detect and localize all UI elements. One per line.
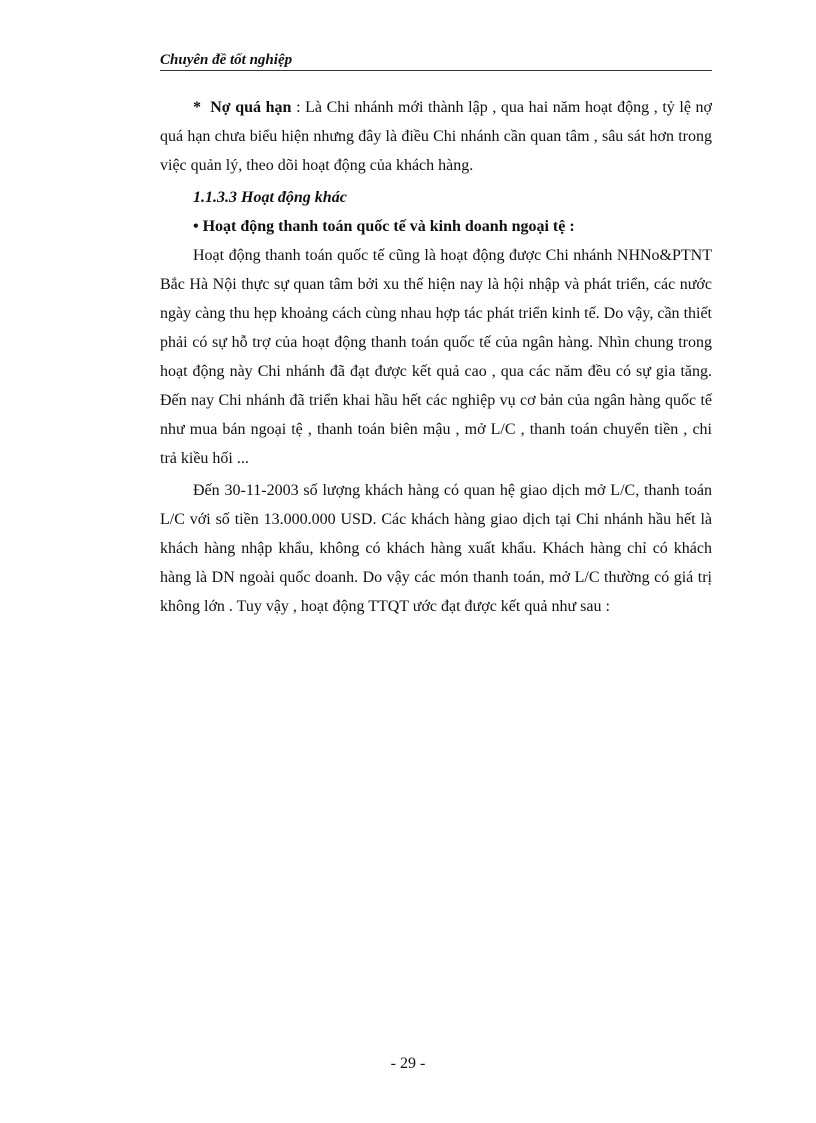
section-heading: 1.1.3.3 Hoạt động khác: [193, 189, 347, 206]
paragraph-text: : Là Chi nhánh mới thành lập , qua hai năm hoạt động , tỷ lệ nợ quá hạn chưa biểu hiện nhưng đây là điều Chi nhánh cần quan tâm , sâu sát hơn trong việc quản lý, theo dõi hoạt động của khách hàng.: [160, 99, 712, 174]
paragraph-international-payment: Hoạt động thanh toán quốc tế cũng là hoạt động được Chi nhánh NHNo&PTNT Bắc Hà Nội thực sự quan tâm bởi xu thế hiện nay là hội nhập và phát triển, các nước ngày càng thu hẹp khoảng cách cùng nhau hợp tác phát triển kinh tế. Do vậy, cần thiết phải có sự hỗ trợ của hoạt động thanh toán quốc tế của ngân hàng. Nhìn chung trong hoạt động này Chi nhánh đã đạt được kết quả cao , qua các năm đều có sự gia tăng. Đến nay Chi nhánh đã triển khai hầu hết các nghiệp vụ cơ bản của ngân hàng quốc tế như mua bán ngoại tệ , thanh toán biên mậu , mở L/C , thanh toán chuyển tiền , chi trả kiều hối ...: [160, 247, 712, 467]
paragraph-lc-statistics: Đến 30-11-2003 số lượng khách hàng có quan hệ giao dịch mở L/C, thanh toán L/C với số tiền 13.000.000 USD. Các khách hàng giao dịch tại Chi nhánh hầu hết là khách hàng nhập khẩu, không có khách hàng xuất khẩu. Khách hàng chỉ có khách hàng là DN ngoài quốc doanh. Do vậy các món thanh toán, mở L/C thường có giá trị không lớn . Tuy vậy , hoạt động TTQT ước đạt được kết quả như sau :: [160, 482, 712, 615]
page-header: [160, 50, 712, 71]
subheading-international-payment: • Hoạt động thanh toán quốc tế và kinh doanh ngoại tệ :: [193, 218, 575, 235]
page-number: - 29 -: [390, 1055, 426, 1072]
paragraph-overdue-debt: [160, 93, 712, 180]
bullet-marker: *: [193, 99, 201, 116]
page-content: [160, 93, 712, 621]
term-overdue-debt: Nợ quá hạn: [210, 99, 292, 116]
document-title: Chuyên đề tốt nghiệp: [160, 52, 293, 68]
